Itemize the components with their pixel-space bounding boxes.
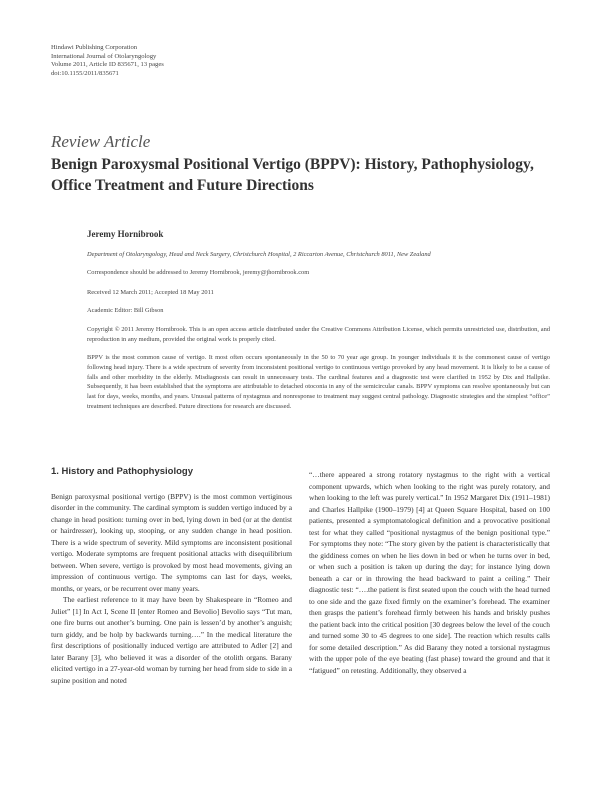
publisher: Hindawi Publishing Corporation: [51, 44, 138, 51]
journal-name: International Journal of Otolaryngology: [51, 52, 157, 60]
body-column-left: [51, 466, 292, 686]
article-title: Benign Paroxysmal Positional Vertigo (BPPV): History, Pathophysiology, Office Treatment and Future Directions: [51, 156, 534, 194]
received-accepted-dates: Received 12 March 2011; Accepted 18 May 2011: [87, 289, 214, 296]
section-heading: 1. History and Pathophysiology: [51, 466, 193, 477]
body-paragraph: The earliest reference to it may have been by Shakespeare in “Romeo and Juliet” [1] In Act I, Scene II [enter Romeo and Bevolio] Bevolio says “Tut man, one fire burns out another’s burning. One pain is lessen’d by another’s anguish; turn giddy, and be holp by backwards turning….” In the medical literature the first descriptions of positionally induced vertigo are attributed to Adler [2] and later Barany [3], who believed it was a disorder of the otolith organs. Barany elicited vertigo in a 27-year-old woman by turning her head from side to side in a supine position and noted: [51, 595, 292, 685]
body-paragraph: “…there appeared a strong rotatory nystagmus to the right with a vertical component upwards, which when looking to the right was purely rotatory, and when looking to the left was purely vertical.” In 1952 Margaret Dix (1911–1981) and Charles Hallpike (1900–1979) [4] at Queen Square Hospital, based on 100 patients, presented a symptomatological definition and a provocative positional test for what they called “positional nystagmus of the benign positional type.” For symptoms they note: “The story given by the patient is characteristically that the giddiness comes on when he lies down in bed or when he turns over in bed, or when such a position is taken up during the day; for instance lying down beneath a car or in throwing the head backward to paint a ceiling.” Their diagnostic test: “….the patient is first seated upon the couch with the head turned to one side and the gaze fixed firmly on the examiner’s forehead. The examiner then grasps the patient’s forehead firmly between his hands and briskly pushes the patient back into the critical position [30 degrees below the level of the couch and turned some 30 to 45 degrees to one side]. The reaction which results calls for some detailed description.” As did Barany they noted a torsional nystagmus with the upper pole of the eye beating (fast phase) toward the ground and that it “fatigued” on retesting. Additionally, they observed a: [309, 470, 550, 675]
volume-info: Volume 2011, Article ID 835671, 13 pages: [51, 61, 164, 69]
abstract: BPPV is the most common cause of vertigo. It most often occurs spontaneously in the 50 to 70 year age group. In younger individuals it is the commonest cause of vertigo following head injury. There is a wide spectrum of severity from inconsistent positional vertigo to continuous vertigo provoked by any head movement. It is likely to be a cause of falls and other morbidity in the elderly. Misdiagnosis can result in unnecessary tests. The cardinal features and a diagnostic test were clarified in 1952 by Dix and Hallpike. Subsequently, it has been established that the symptoms are attributable to detached otoconia in any of the semicircular canals. BPPV symptoms can resolve spontaneously but can last for days, weeks, months, and years. Unusual patterns of nystagmus and nonresponse to treatment may suggest central pathology. Diagnostic strategies and the simplest “office” treatment techniques are described. Future directions for research are discussed.: [87, 354, 550, 410]
doi[interactable]: doi:10.1155/2011/835671: [51, 69, 119, 77]
body-paragraph: Benign paroxysmal positional vertigo (BPPV) is the most common vertiginous disorder in the community. The cardinal symptom is sudden vertigo induced by a change in head position: turning over in bed, lying down in bed (or at the dentist or hairdresser), looking up, stooping, or any sudden change in head position. There is a wide spectrum of severity. Mild symptoms are inconsistent positional vertigo. Moderate symptoms are frequent positional attacks with disequilibrium between. When severe, vertigo is provoked by most head movements, giving an impression of continuous vertigo. The symptoms can last for days, weeks, months, or years, or be recurrent over many years.: [51, 491, 292, 593]
journal-header: [51, 44, 164, 78]
article-type: Review Article: [51, 132, 151, 151]
copyright-notice: Copyright © 2011 Jeremy Hornibrook. This is an open access article distributed under the Creative Commons Attribution License, which permits unrestricted use, distribution, and reproduction in any medium, provided the original work is properly cited.: [87, 326, 550, 343]
correspondence: Correspondence should be addressed to Jeremy Hornibrook, jeremy@jhornibrook.com: [87, 269, 310, 276]
author-name: Jeremy Hornibrook: [87, 229, 164, 239]
body-column-right: [309, 469, 550, 676]
affiliation: Department of Otolaryngology, Head and Neck Surgery, Christchurch Hospital, 2 Riccarton Avenue, Christchurch 8011, New Zealand: [87, 251, 431, 258]
academic-editor: Academic Editor: Bill Gibson: [87, 307, 164, 314]
